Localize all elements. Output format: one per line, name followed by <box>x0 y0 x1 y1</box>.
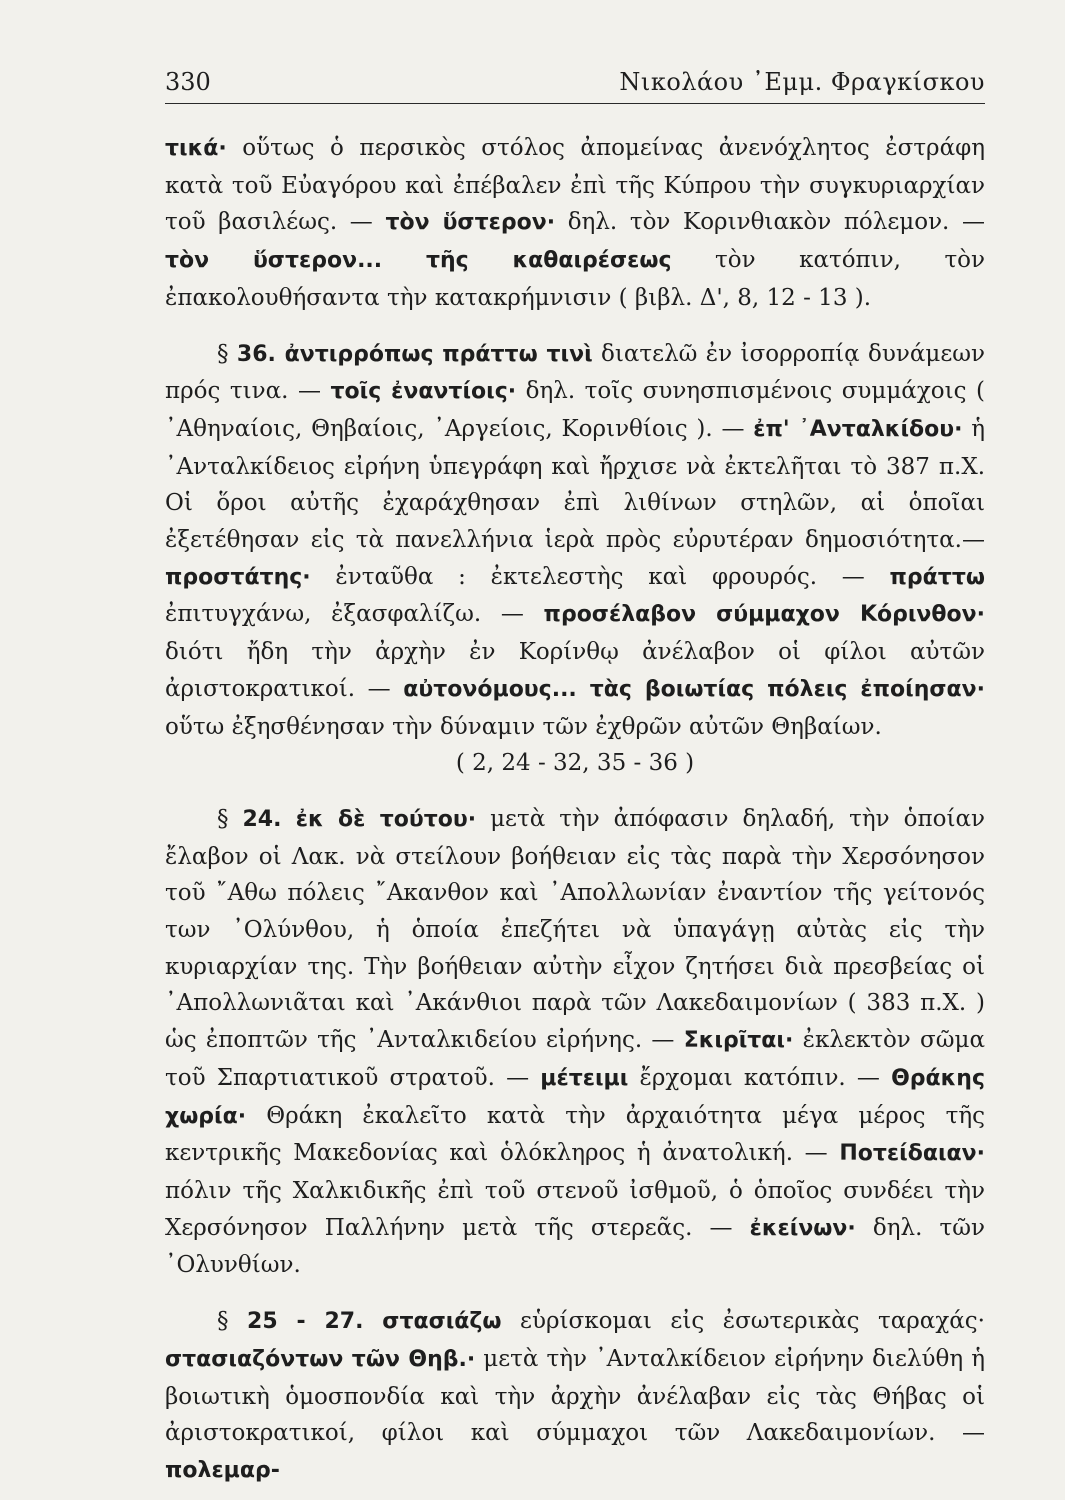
gloss: δηλ. τοῖς συνησπισμένοις συμμάχοις ( ᾿Αθηναίοις, Θηβαίοις, ᾿Αργείοις, Κορινθίοις ). — <box>165 378 985 442</box>
paragraph-section-36 <box>165 336 985 746</box>
lemma: προσέλαβον σύμμαχον Κόρινθον· <box>543 602 985 628</box>
lemma: τὸν ὕστερον· <box>385 210 556 236</box>
chapter-reference: ( 2, 24 - 32, 35 - 36 ) <box>455 750 695 777</box>
gloss: Θράκη ἐκαλεῖτο κατὰ τὴν ἀρχαιότητα μέγα μέρος τῆς κεντρικῆς Μακεδονίας καὶ ὁλόκληρος ἡ ἀνατολική. — <box>165 1102 985 1167</box>
lemma: Σκιρῖται· <box>683 1028 794 1054</box>
gloss: μετὰ τὴν ᾿Ανταλκίδειον εἰρήνην διελύθη ἡ βοιωτικὴ ὁμοσπονδία καὶ τὴν ἀρχὴν ἀνέλαβαν εἰς τὰς Θήβας οἱ ἀριστοκρατικοί, φίλοι καὶ σύμμαχοι τῶν Λακεδαιμονίων. — <box>165 1345 985 1447</box>
paragraph-continuation <box>165 130 985 317</box>
gloss: διατελῶ ἐν ἰσορροπίᾳ δυνάμεων πρός τινα. — <box>165 340 985 405</box>
lemma: 25 - 27. στασιάζω <box>247 1309 502 1335</box>
lemma: τικά· <box>165 136 227 161</box>
gloss: δηλ. τὸν Κορινθιακὸν πόλεμον. — <box>555 209 985 236</box>
commentary-text <box>165 130 985 1490</box>
gloss: δηλ. τῶν ᾿Ολυνθίων. <box>165 1214 985 1279</box>
lemma: πράττω <box>889 564 985 590</box>
lemma: 36. ἀντιρρόπως πράττω τινὶ <box>236 341 593 367</box>
lemma: ἐπ' ᾿Ανταλκίδου· <box>753 416 963 442</box>
lemma: ἐκείνων· <box>749 1215 856 1241</box>
gloss: ἐνταῦθα : ἐκτελεστὴς καὶ φρουρός. — <box>310 563 890 590</box>
gloss: μετὰ τὴν ἀπόφασιν δηλαδή, τὴν ὁποίαν ἔλαβον οἱ Λακ. νὰ στείλουν βοήθειαν εἰς τὰς παρὰ τὴν Χερσόνησον τοῦ ῎Αθω πόλεις ῎Ακανθον καὶ ᾿Απολλωνίαν ἐναντίον τῆς γείτονός των ᾿Ολύνθου, ἡ ὁποία ἐπεζήτει νὰ ὑπαγάγῃ αὐτὰς εἰς τὴν κυριαρχίαν της. Τὴν βοήθειαν αὐτὴν εἶχον ζητήσει διὰ πρεσβείας οἱ ᾿Απολλωνιᾶται καὶ ᾿Ακάνθιοι παρὰ τῶν Λακεδαιμονίων ( 383 π.Χ. ) ὡς ἐποπτῶν τῆς ᾿Ανταλκιδείου εἰρήνης. — <box>165 805 985 1054</box>
lemma: Ποτείδαιαν· <box>839 1141 985 1167</box>
lemma: προστάτης· <box>165 564 311 590</box>
gloss: ἔρχομαι κατόπιν. — <box>628 1064 892 1091</box>
gloss: διότι ἤδη τὴν ἀρχὴν ἐν Κορίνθῳ ἀνέλαβον οἱ φίλοι αὐτῶν ἀριστοκρατικοί. — <box>165 639 985 702</box>
gloss: ἡ ᾿Ανταλκίδειος εἰρήνη ὑπεγράφη καὶ ἤρχισε νὰ ἐκτελῆται τὸ 387 π.Χ. Οἱ ὅροι αὐτῆς ἐχαράχθησαν ἐπὶ λιθίνων στηλῶν, αἱ ὁποῖαι ἐξετέθησαν εἰς τὰ πανελλήνια ἱερὰ πρὸς εὐρυτέραν δημοσιότητα.— <box>165 415 986 554</box>
section-sign: § <box>217 340 237 367</box>
gloss: οὕτως ὁ περσικὸς στόλος ἀπομείνας ἀνενόχλητος ἐστράφη κατὰ τοῦ Εὐαγόρου καὶ ἐπέβαλεν ἐπὶ τῆς Κύπρου τὴν συγκυριαρχίαν τοῦ βασιλέως. — <box>165 135 985 236</box>
page-number: 330 <box>165 68 211 96</box>
paragraph-section-24 <box>165 801 985 1284</box>
gloss: τὸν κατόπιν, τὸν ἐπακολουθήσαντα τὴν κατακρήμνισιν ( βιβλ. Δ', 8, 12 - 13 ). <box>165 247 985 311</box>
lemma: τοῖς ἐναντίοις· <box>330 379 517 405</box>
gloss: πόλιν τῆς Χαλκιδικῆς ἐπὶ τοῦ στενοῦ ἰσθμοῦ, ὁ ὁποῖος συνδέει τὴν Χερσόνησον Παλλήνην μετὰ τῆς στερεᾶς. — <box>165 1177 985 1241</box>
lemma: τὸν ὕστερον... τῆς καθαιρέσεως <box>165 248 672 274</box>
lemma: Θράκης χωρία· <box>165 1065 985 1129</box>
gloss: ἐπιτυγχάνω, ἐξασφαλίζω. — <box>165 601 544 628</box>
lemma: στασιαζόντων τῶν Θηβ.· <box>165 1346 476 1372</box>
page-header <box>165 62 985 102</box>
lemma: αὐτονόμους... τὰς βοιωτίας πόλεις ἐποίησαν· <box>403 676 985 702</box>
gloss: οὕτω ἐξησθένησαν τὴν δύναμιν τῶν ἐχθρῶν αὐτῶν Θηβαίων. <box>165 713 882 740</box>
lemma: 24. ἐκ δὲ τούτου· <box>242 806 477 832</box>
running-head: Νικολάου ᾿Εμμ. Φραγκίσκου <box>619 68 985 96</box>
lemma: πολεμαρ- <box>165 1457 280 1483</box>
gloss: ἐκλεκτὸν σῶμα τοῦ Σπαρτιατικοῦ στρατοῦ. — <box>165 1027 985 1091</box>
paragraph-section-25-27 <box>165 1303 985 1490</box>
section-sign: § <box>217 1308 248 1335</box>
gloss: εὑρίσκομαι εἰς ἐσωτερικὰς ταραχάς· <box>501 1308 985 1335</box>
header-rule <box>165 103 985 104</box>
lemma: μέτειμι <box>540 1065 629 1091</box>
section-sign: § <box>217 805 243 832</box>
